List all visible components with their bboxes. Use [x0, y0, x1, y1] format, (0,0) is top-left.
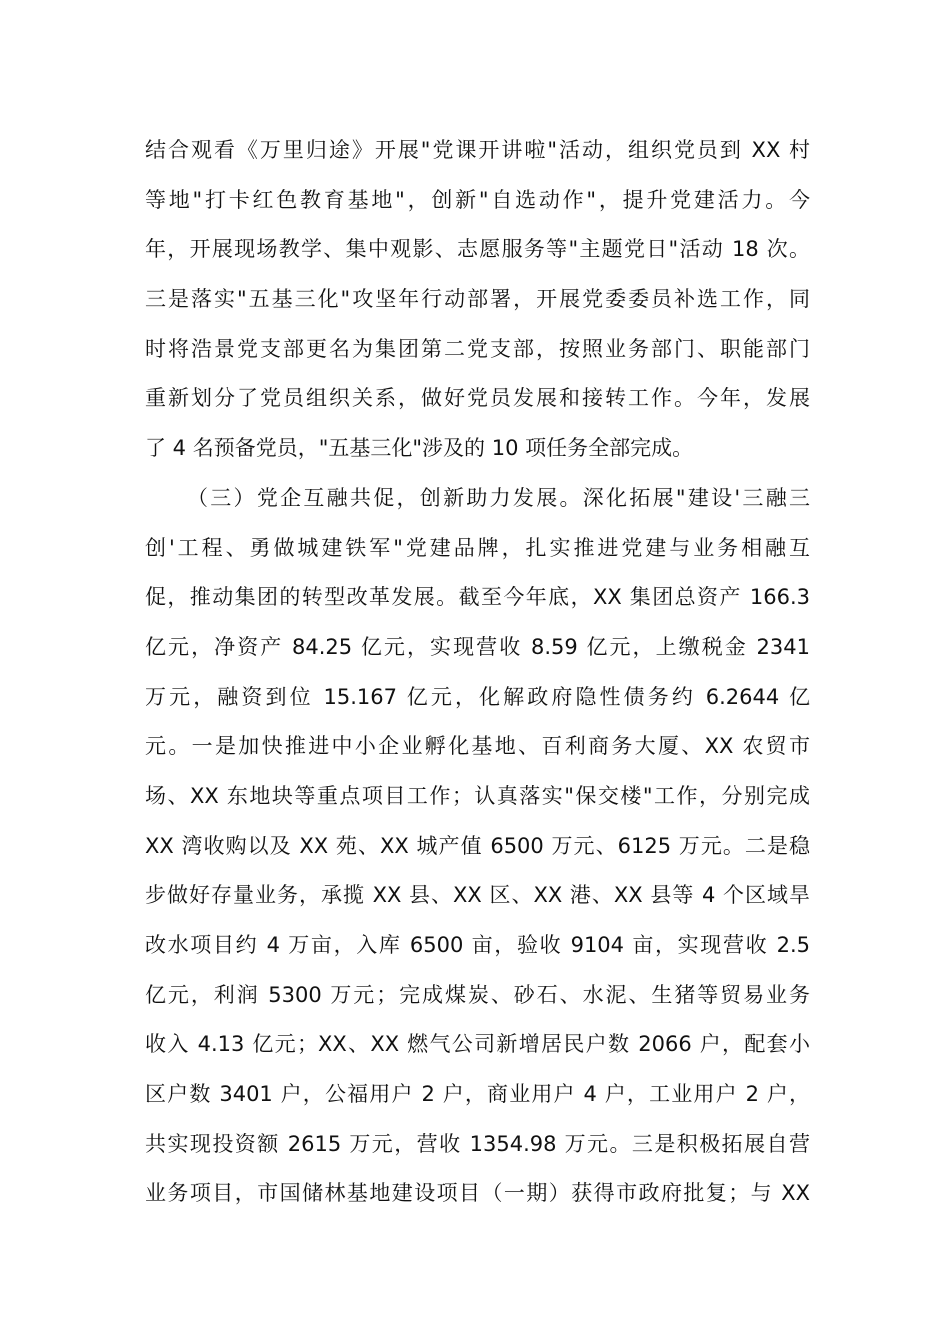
text-line: 区户数 3401 户，公福用户 2 户，商业用户 4 户，工业用户 2 户，: [145, 1082, 810, 1107]
text-line: 改水项目约 4 万亩，入库 6500 亩，验收 9104 亩，实现营收 2.5: [145, 933, 810, 957]
text-line: 共实现投资额 2615 万元，营收 1354.98 万元。三是积极拓展自营: [145, 1131, 810, 1156]
text-line: XX 湾收购以及 XX 苑、XX 城产值 6500 万元、6125 万元。二是稳: [145, 833, 810, 858]
body-text: [145, 126, 810, 1219]
text-line: 结合观看《万里归途》开展"党课开讲啦"活动，组织党员到 XX 村: [145, 138, 810, 162]
text-line: 促，推动集团的转型改革发展。截至今年底，XX 集团总资产 166.3: [145, 585, 810, 610]
text-line: 年，开展现场教学、集中观影、志愿服务等"主题党日"活动 18 次。: [145, 237, 810, 262]
text-line: 亿元，净资产 84.25 亿元，实现营收 8.59 亿元，上缴税金 2341: [145, 634, 810, 659]
text-line: 等地"打卡红色教育基地"，创新"自选动作"，提升党建活力。今: [145, 187, 810, 212]
text-line: 收入 4.13 亿元；XX、XX 燃气公司新增居民户数 2066 户，配套小: [145, 1032, 810, 1057]
text-line: 创'工程、勇做城建铁军"党建品牌，扎实推进党建与业务相融互: [145, 535, 810, 560]
text-line: 重新划分了党员组织关系，做好党员发展和接转工作。今年，发展: [145, 386, 810, 411]
text-line: 场、XX 东地块等重点项目工作；认真落实"保交楼"工作，分别完成: [145, 783, 810, 808]
text-line: 时将浩景党支部更名为集团第二党支部，按照业务部门、职能部门: [145, 336, 810, 361]
text-line: 步做好存量业务，承揽 XX 县、XX 区、XX 港、XX 县等 4 个区域旱: [145, 883, 810, 908]
text-line: 元。一是加快推进中小企业孵化基地、百利商务大厦、XX 农贸市: [145, 734, 810, 759]
section-heading-line: （三）党企互融共促，创新助力发展。深化拓展"建设'三融三: [187, 485, 810, 510]
text-line: 亿元，利润 5300 万元；完成煤炭、砂石、水泥、生猪等贸易业务: [145, 982, 810, 1007]
text-line: 万元，融资到位 15.167 亿元，化解政府隐性债务约 6.2644 亿: [145, 684, 810, 709]
text-line: 了 4 名预备党员，"五基三化"涉及的 10 项任务全部完成。: [145, 436, 694, 461]
text-line: 三是落实"五基三化"攻坚年行动部署，开展党委委员补选工作，同: [145, 287, 810, 312]
text-line: 业务项目，市国储林基地建设项目（一期）获得市政府批复；与 XX: [145, 1181, 810, 1206]
